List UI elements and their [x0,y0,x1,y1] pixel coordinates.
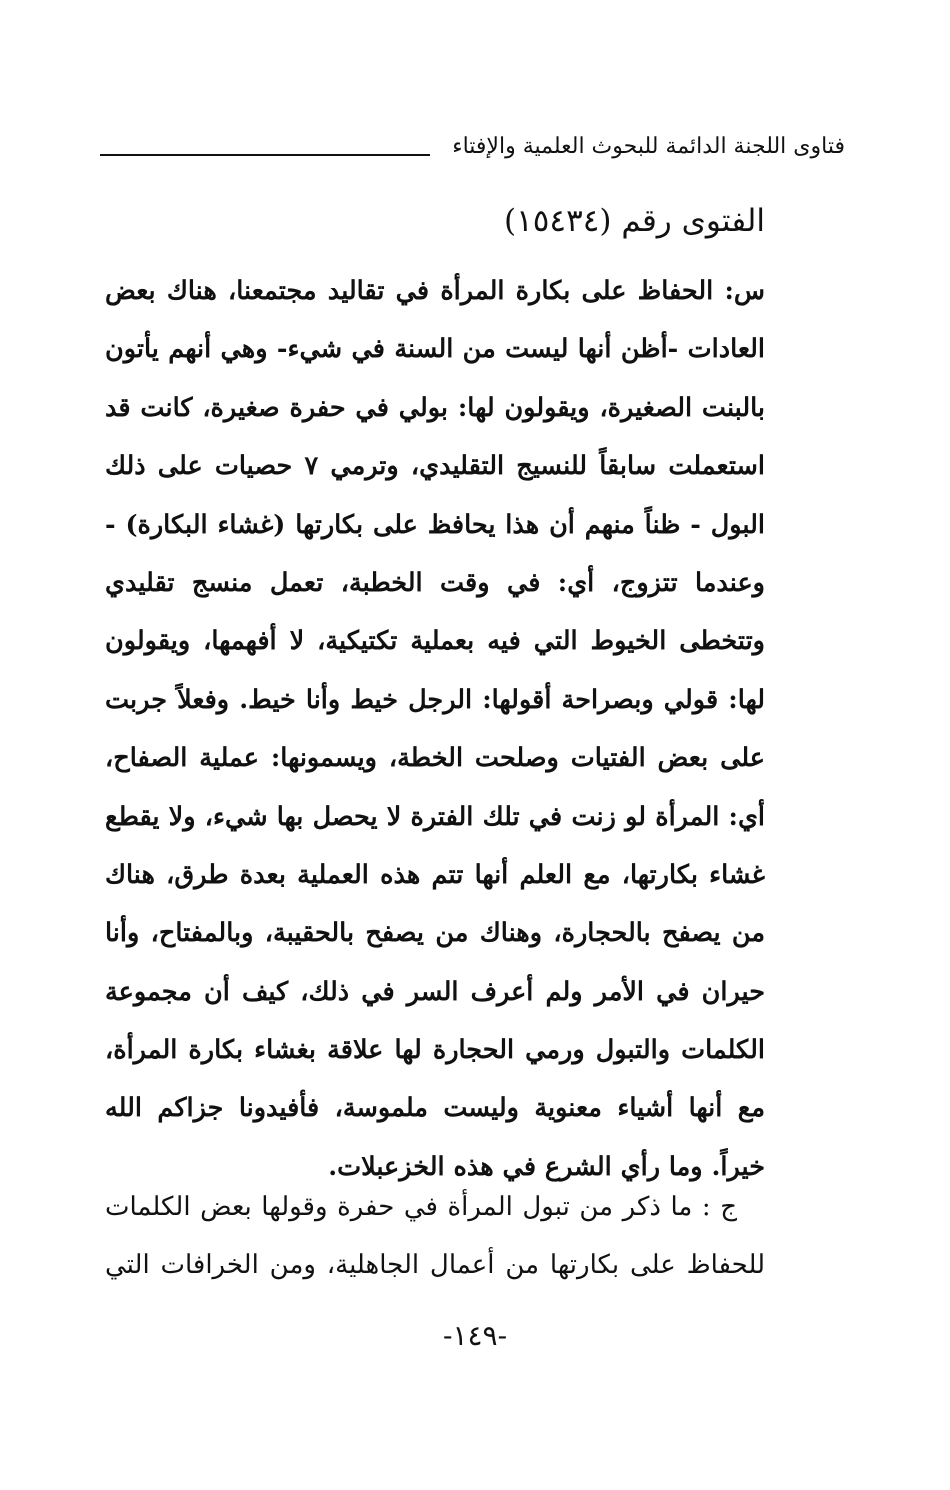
question-line: من يصفح بالحجارة، وهناك من يصفح بالحقيبة، وبالمفتاح، وأنا [105,918,765,949]
question-line: لها: قولي وبصراحة أقولها: الرجل خيط وأنا خيط. وفعلاً جربت [105,684,765,715]
question-line: على بعض الفتيات وصلحت الخطة، ويسمونها: عملية الصفاح، [105,743,765,774]
question-block [105,262,765,1196]
question-line: مع أنها أشياء معنوية وليست ملموسة، فأفيدونا جزاكم الله [105,1093,765,1124]
header-rule [100,154,430,156]
question-line: وتتخطى الخيوط التي فيه بعملية تكتيكية، لا أفهمها، ويقولون [105,626,765,657]
question-line: س: الحفاظ على بكارة المرأة في تقاليد مجتمعنا، هناك بعض [105,276,765,306]
question-line: استعملت سابقاً للنسيج التقليدي، وترمي ٧ حصيات على ذلك [105,451,765,482]
question-line: الكلمات والتبول ورمي الحجارة لها علاقة بغشاء بكارة المرأة، [105,1035,765,1066]
question-line: غشاء بكارتها، مع العلم أنها تتم هذه العملية بعدة طرق، هناك [105,859,765,890]
question-line: حيران في الأمر ولم أعرف السر في ذلك، كيف أن مجموعة [105,976,765,1007]
header-title: فتاوى اللجنة الدائمة للبحوث العلمية والإفتاء [452,134,845,159]
question-line: أي: المرأة لو زنت في تلك الفترة لا يحصل بها شيء، ولا يقطع [105,801,765,832]
question-line: البول - ظناً منهم أن هذا يحافظ على بكارتها (غشاء البكارة) - [105,509,765,540]
answer-line: ج : ما ذكر من تبول المرأة في حفرة وقولها بعض الكلمات [105,1192,737,1222]
answer-line: للحفاظ على بكارتها من أعمال الجاهلية، ومن الخرافات التي [105,1250,765,1280]
running-header [100,132,845,168]
page-number: -١٤٩- [442,1319,508,1352]
question-line: وعندما تتزوج، أي: في وقت الخطبة، تعمل منسج تقليدي [105,567,765,598]
fatwa-number: الفتوى رقم (١٥٤٣٤) [504,203,765,239]
question-line: العادات -أظن أنها ليست من السنة في شيء- وهي أنهم يأتون [105,334,765,365]
question-line: خيراً. وما رأي الشرع في هذه الخزعبلات. [328,1151,765,1182]
answer-block [105,1178,765,1294]
question-line: بالبنت الصغيرة، ويقولون لها: بولي في حفرة صغيرة، كانت قد [105,392,765,423]
